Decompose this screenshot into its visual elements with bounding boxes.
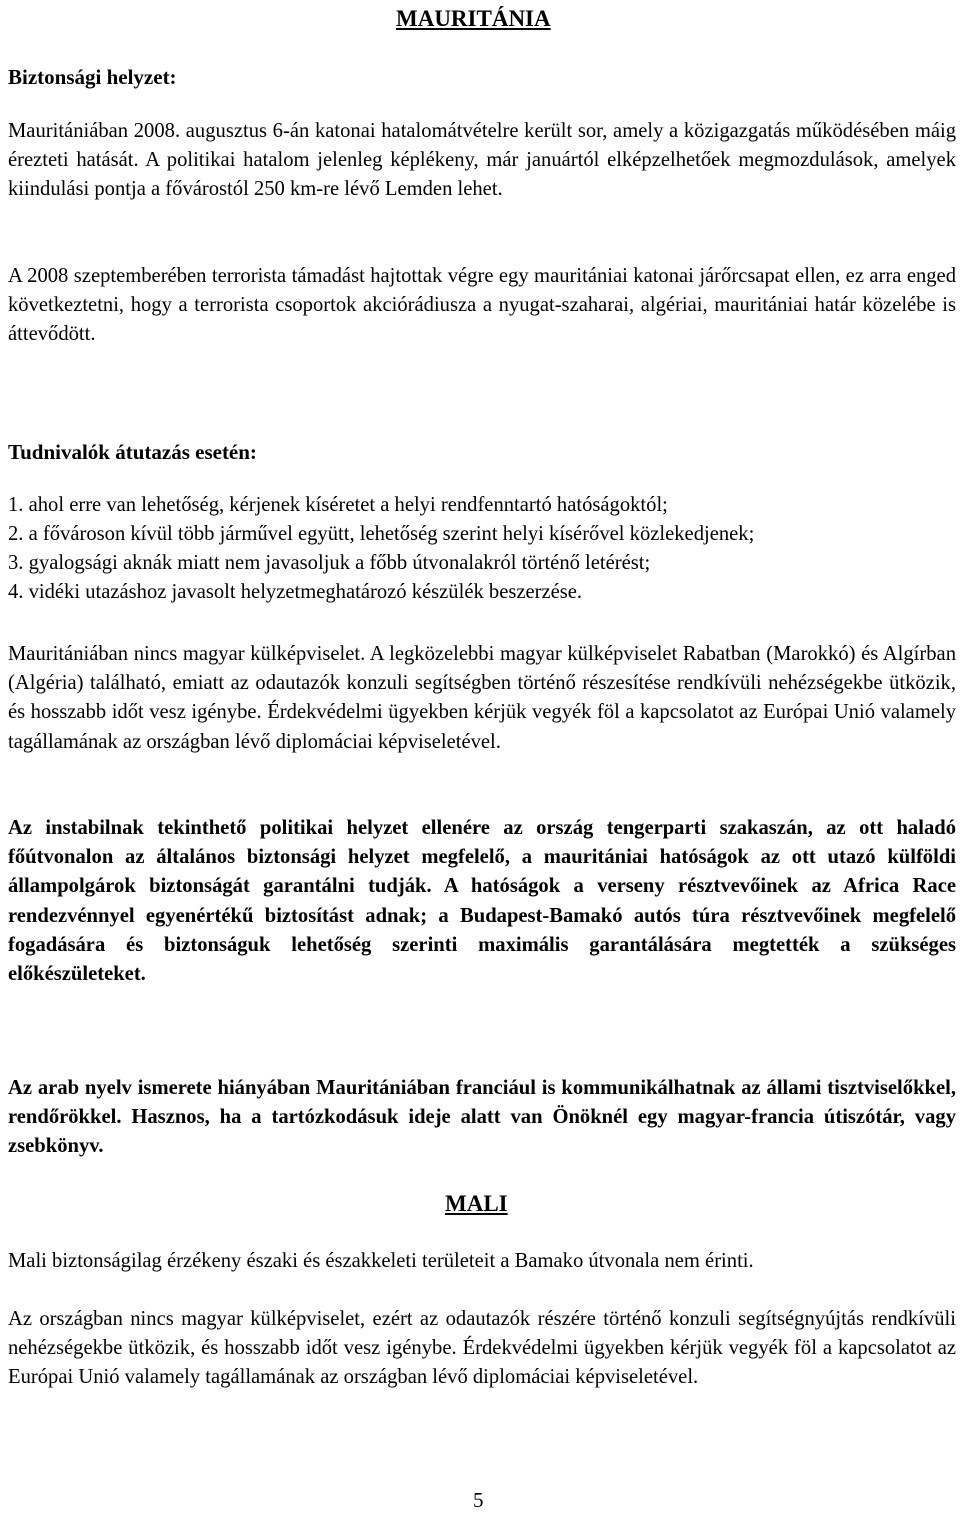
transit-heading: Tudnivalók átutazás esetén: (8, 440, 257, 464)
security-heading: Biztonsági helyzet: (8, 65, 177, 89)
safety-bold-paragraph: Az instabilnak tekinthető politikai helyzet ellenére az ország tengerparti szakaszán, az ott haladó főútvonalon az általános biztonsági helyzet megfelelő, a mauritániai hatóságok az ott utazó külföldi állampolgárok biztonságát garantálni tudják. A hatóságok a verseny résztvevőinek az Africa Race rendezvénnyel egyenértékű biztosítást adnak; a Budapest-Bamakó autós túra résztvevőinek megfelelő fogadására és biztonságuk lehetőség szerinti maximális garantálására megtették a szükséges előkészületeket. (8, 817, 956, 986)
embassy-paragraph: Mauritániában nincs magyar külképviselet. A legközelebbi magyar külképviselet Rabatban (Marokkó) és Algírban (Algéria) található, emiatt az odautazók konzuli segítségben történő részesítése rendkívüli nehézségekbe ütközik, és hosszabb időt vesz igénybe. Érdekvédelmi ügyekben kérjük vegyék föl a kapcsolatot az Európai Unió valamely tagállamának az országban lévő diplomáciai képviseletével. (8, 643, 956, 753)
transit-list-item: 3. gyalogsági aknák miatt nem javasoljuk a főbb útvonalakról történő letérést; (8, 552, 651, 574)
mauritania-title: MAURITÁNIA (396, 6, 551, 31)
page-number: 5 (473, 1488, 484, 1512)
security-paragraph-1: Mauritániában 2008. augusztus 6-án katonai hatalomátvételre került sor, amely a közigazgatás működésében máig érezteti hatását. A politikai hatalom jelenleg képlékeny, már januártól elképzelhetőek megmozdulások, amelyek kiindulási pontja a fővárostól 250 km-re lévő Lemden lehet. (8, 120, 956, 201)
security-paragraph-2: A 2008 szeptemberében terrorista támadást hajtottak végre egy mauritániai katonai járőrcsapat ellen, ez arra enged következtetni, hogy a terrorista csoportok akciórádiusza a nyugat-szaharai, algériai, mauritániai határ közelébe is áttevődött. (8, 265, 956, 346)
transit-list (8, 491, 956, 607)
language-bold-paragraph: Az arab nyelv ismerete hiányában Mauritániában franciául is kommunikálhatnak az állami tisztviselőkkel, rendőrökkel. Hasznos, ha a tartózkodásuk ideje alatt van Önöknél egy magyar-francia útiszótár, vagy zsebkönyv. (8, 1077, 956, 1158)
mali-title: MALI (445, 1191, 508, 1216)
transit-list-item: 4. vidéki utazáshoz javasolt helyzetmeghatározó készülék beszerzése. (8, 581, 583, 603)
transit-list-item: 1. ahol erre van lehetőség, kérjenek kíséretet a helyi rendfenntartó hatóságoktól; (8, 494, 668, 516)
mali-paragraph-2: Az országban nincs magyar külképviselet, ezért az odautazók részére történő konzuli segítségnyújtás rendkívüli nehézségekbe ütközik, és hosszabb időt vesz igénybe. Érdekvédelmi ügyekben kérjük vegyék föl a kapcsolatot az Európai Unió valamely tagállamának az országban lévő diplomáciai képviseletével. (8, 1308, 956, 1389)
mali-paragraph-1: Mali biztonságilag érzékeny északi és északkeleti területeit a Bamako útvonala nem érinti. (8, 1250, 754, 1272)
transit-list-item: 2. a fővároson kívül több járművel együtt, lehetőség szerint helyi kísérővel közlekedjenek; (8, 523, 755, 545)
